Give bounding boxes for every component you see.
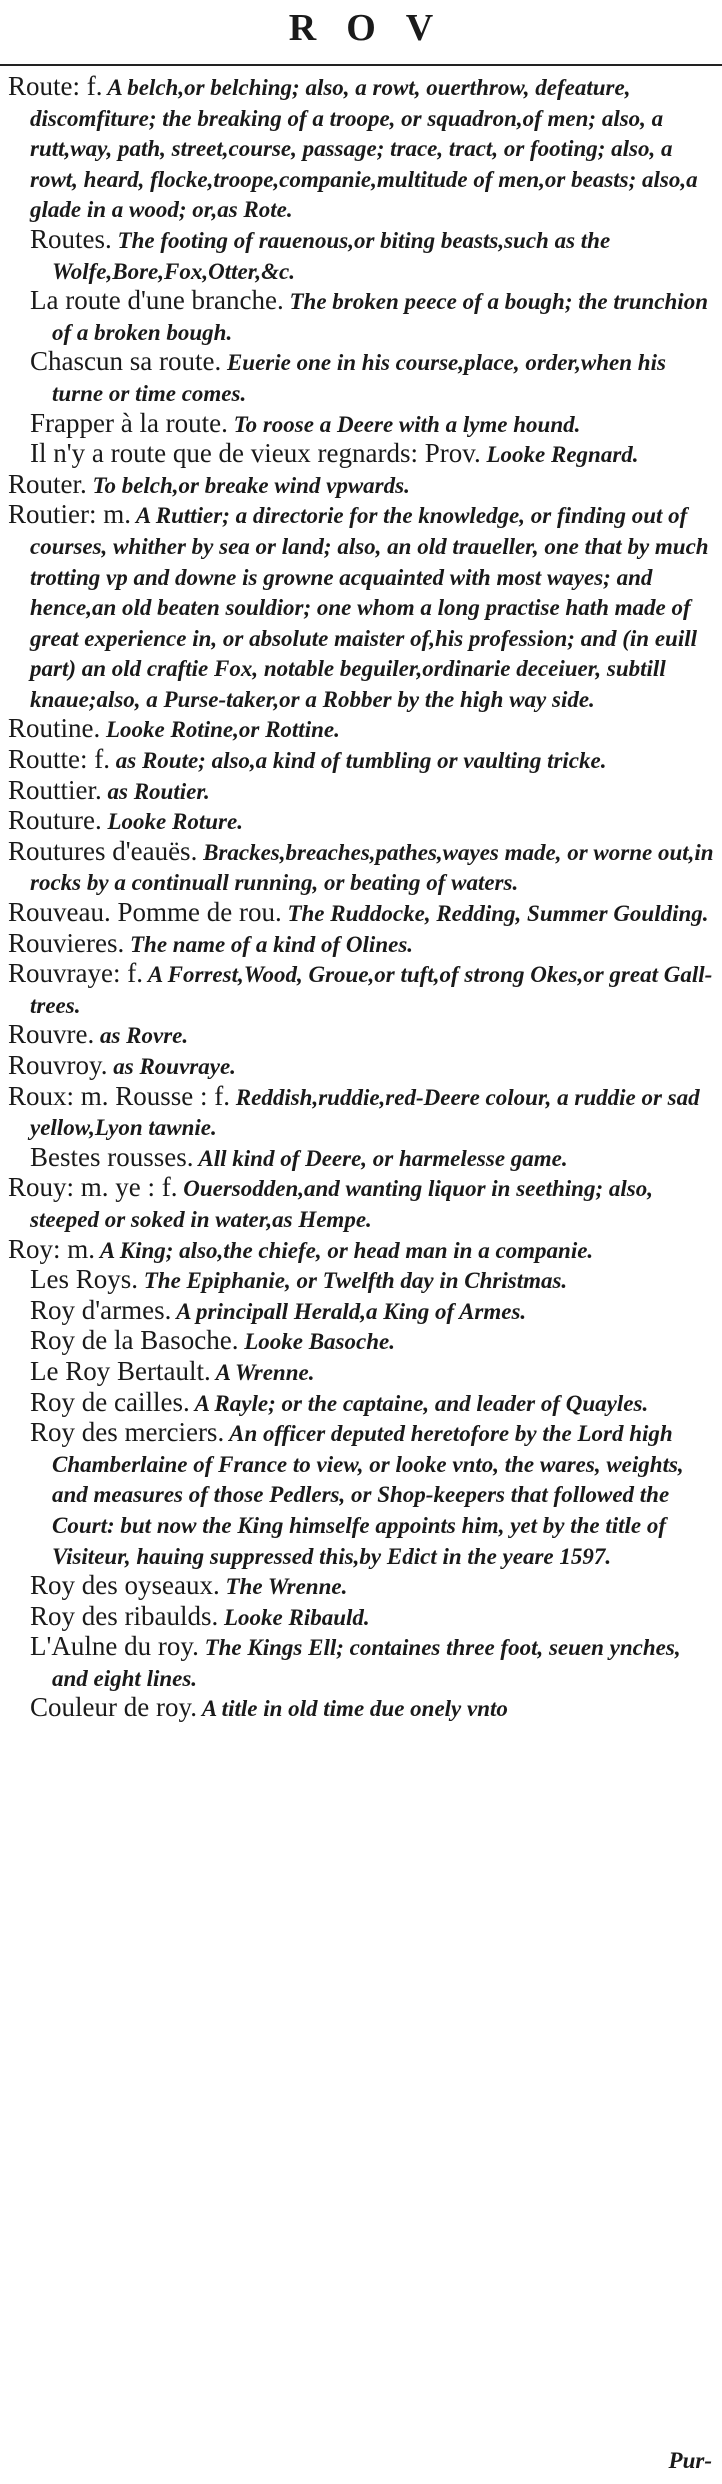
entry-definition: An officer deputed heretofore by the Lord high Chamberlaine of France to view, or looke vnto, the wares, weights, and measures of those Pedlers, or Shop-keepers that followed the Court: but now the King himselfe appoints him, yet by the title of Visiteur, hauing suppressed this,by Edict in the yeare 1597. [52,1421,684,1569]
dictionary-entry [0,1051,722,1082]
dictionary-entry [0,1693,722,1724]
entry-grammar: : m. [53,1233,96,1264]
entry-definition: Ouersodden,and wanting liquor in seething; also, steeped or soked in water,as Hempe. [30,1176,653,1232]
entry-headword: La route d'une branche. [30,285,284,316]
entry-headword: Rouy [8,1172,67,1203]
entry-grammar: : m. ye : f. [66,1172,178,1203]
entry-definition: Looke Basoche. [238,1329,395,1355]
entry-headword: Routte [8,744,80,775]
dictionary-entry [0,714,722,745]
catchword: Pur- [668,2448,712,2473]
entry-definition: The footing of rauenous,or biting beasts,such as the Wolfe,Bore,Fox,Otter,&c. [52,227,611,284]
entry-list [0,72,722,1724]
entry-headword: Routure. [8,805,102,836]
entry-headword: Il n'y a route que de vieux regnards: Prov. [30,438,481,469]
entry-headword: L'Aulne du roy. [30,1631,199,1662]
entry-definition: A title in old time due onely vnto [196,1696,508,1722]
entry-headword: Route [8,71,73,101]
dictionary-entry [0,1357,722,1388]
entry-headword: Le Roy Bertault. [30,1355,211,1386]
entry-definition: The broken peece of a bough; the trunchion of a broken bough. [52,289,708,345]
entry-grammar: : f. [112,958,143,989]
header-rule [0,64,722,66]
dictionary-entry [0,745,722,776]
entry-definition: To roose a Deere with a lyme hound. [227,411,581,437]
dictionary-entry [0,959,722,1020]
dictionary-entry [0,72,722,225]
entry-definition: Looke Rotine,or Rottine. [100,717,340,743]
entry-headword: Routier [8,499,89,530]
dictionary-entry [0,1265,722,1296]
entry-grammar: : m. Rousse : f. [66,1080,231,1111]
dictionary-entry [0,439,722,470]
dictionary-entry [0,929,722,960]
entry-headword: Roy des merciers. [30,1417,225,1448]
entry-headword: Rouvieres. [8,927,125,958]
entry-definition: A King; also,the chiefe, or head man in a companie. [95,1237,594,1263]
entry-definition: Looke Regnard. [480,442,639,468]
dictionary-entry [0,347,722,408]
dictionary-entry [0,1020,722,1051]
entry-headword: Routes. [30,223,112,254]
dictionary-entry [0,1388,722,1419]
dictionary-entry [0,1173,722,1234]
entry-headword: Roy [8,1233,54,1264]
dictionary-entry [0,225,722,286]
entry-grammar: : m. [89,499,132,530]
dictionary-entry [0,1235,722,1266]
entry-definition: To belch,or breake wind vpwards. [86,472,410,498]
dictionary-entry [0,837,722,898]
entry-headword: Rouvre. [8,1019,95,1050]
dictionary-entry [0,409,722,440]
entry-definition: as Route; also,a kind of tumbling or vaulting tricke. [110,748,607,774]
dictionary-entry [0,500,722,714]
entry-definition: The name of a kind of Olines. [124,931,414,957]
entry-definition: Looke Roture. [101,809,243,835]
dictionary-entry [0,776,722,807]
entry-definition: A principall Herald,a King of Armes. [171,1298,527,1324]
entry-headword: Chascun sa route. [30,346,222,377]
entry-definition: as Rovre. [94,1023,189,1049]
entry-headword: Rouvraye [8,958,113,989]
entry-definition: Looke Ribauld. [218,1604,370,1630]
dictionary-entry [0,1602,722,1633]
entry-headword: Router. [8,468,87,499]
entry-definition: The Wrenne. [219,1574,348,1600]
entry-definition: All kind of Deere, or harmelesse game. [193,1145,568,1171]
entry-headword: Roy de la Basoche. [30,1325,239,1356]
entry-definition: Euerie one in his course,place, order,when his turne or time comes. [52,350,666,406]
dictionary-entry [0,286,722,347]
entry-definition: A Ruttier; a directorie for the knowledge, or finding out of courses, whither by sea or land; also, an old traueller, one that by much trotting vp and downe is growne acquainted with most wayes; and hence,an old beaten souldior; one whom a long practise hath made of great experience in, or absolute maister of,his profession; and (in euill part) an old craftie Fox, notable beguiler,ordinarie deceiuer, subtill knaue;also, a Purse-taker,or a Robber by the high way side. [30,503,709,712]
entry-headword: Roy d'armes. [30,1294,172,1325]
entry-headword: Roy des oyseaux. [30,1570,220,1601]
dictionary-entry [0,1571,722,1602]
entry-definition: Reddish,ruddie,red-Deere colour, a ruddie or sad yellow,Lyon tawnie. [30,1084,700,1141]
entry-definition: A belch,or belching; also, a rowt, ouerthrow, defeature, discomfiture; the breaking of a troope, or squadron,of men; also, a rutt,way, path, street,course, passage; trace, tract, or footing; also, a rowt, heard, flocke,troope,companie,multitude of men,or beasts; also,a glade in a wood; or,as Rote. [30,75,698,223]
entry-definition: as Routier. [101,778,210,804]
entry-headword: Bestes rousses. [30,1141,194,1172]
entry-headword: Frapper à la route. [30,407,228,438]
entry-grammar: : f. [72,71,103,101]
page-title: ROV [288,7,464,49]
dictionary-entry [0,1418,722,1571]
dictionary-entry [0,1326,722,1357]
dictionary-entry [0,1296,722,1327]
entry-headword: Les Roys. [30,1264,138,1295]
entry-definition: The Ruddocke, Redding, Summer Goulding. [281,901,709,927]
entry-headword: Routures d'eauës. [8,835,198,866]
dictionary-entry [0,898,722,929]
entry-headword: Couleur de roy. [30,1692,197,1723]
entry-headword: Roux [8,1080,67,1111]
entry-definition: A Forrest,Wood, Groue,or tuft,of strong Okes,or great Gall-trees. [30,962,713,1018]
entry-definition: as Rouvraye. [107,1054,236,1079]
entry-definition: A Wrenne. [210,1359,315,1385]
entry-headword: Roy des ribaulds. [30,1600,219,1631]
entry-headword: Routtier. [8,774,102,805]
entry-definition: Brackes,breaches,pathes,wayes made, or worne out,in rocks by a continuall running, or beating of waters. [30,839,714,896]
dictionary-entry [0,1143,722,1174]
entry-headword: Rouveau. Pomme de rou. [8,897,282,928]
entry-definition: A Rayle; or the captaine, and leader of Quayles. [189,1390,649,1416]
dictionary-entry [0,470,722,501]
entry-headword: Roy de cailles. [30,1386,190,1417]
dictionary-entry [0,1082,722,1143]
entry-definition: The Epiphanie, or Twelfth day in Christmas. [138,1268,568,1294]
dictionary-entry [0,1632,722,1693]
entry-grammar: : f. [80,744,110,775]
entry-headword: Routine. [8,713,101,744]
dictionary-entry [0,806,722,837]
entry-headword: Rouvroy. [8,1050,108,1080]
entry-definition: The Kings Ell; containes three foot, seuen ynches, and eight lines. [52,1635,681,1691]
